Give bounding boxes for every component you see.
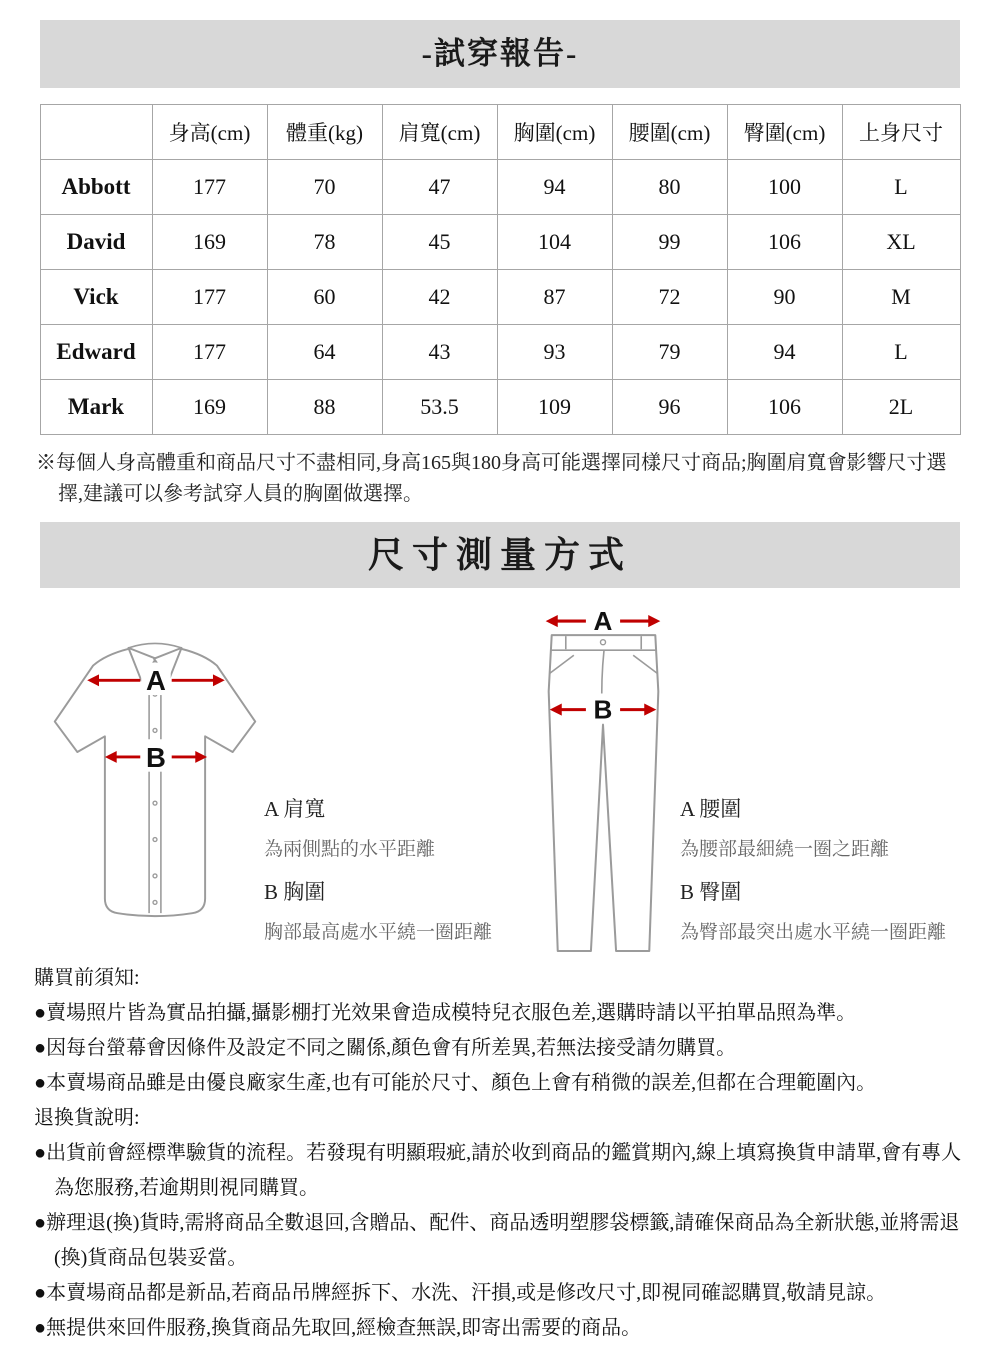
cell-top-size: M xyxy=(842,270,960,325)
shirt-button xyxy=(153,874,157,878)
cell-height: 169 xyxy=(152,380,267,435)
cell-top-size: 2L xyxy=(842,380,960,435)
pants-button xyxy=(600,640,605,645)
table-row xyxy=(40,270,960,325)
shirt-label-b: B xyxy=(146,741,166,773)
shirt-button xyxy=(153,900,157,904)
shirt-button xyxy=(153,838,157,842)
cell-hip: 106 xyxy=(727,380,842,435)
cell-hip: 94 xyxy=(727,325,842,380)
cell-hip: 100 xyxy=(727,160,842,215)
cell-height: 177 xyxy=(152,325,267,380)
table-row xyxy=(40,325,960,380)
measurement-diagram-area xyxy=(0,588,1000,959)
cell-weight: 88 xyxy=(267,380,382,435)
return-policy-item: ●本賣場商品都是新品,若商品吊牌經拆下、水洗、汗損,或是修改尺寸,即視同確認購買,敬請見諒。 xyxy=(34,1282,887,1304)
shirt-label-a: A xyxy=(146,665,166,697)
hip-desc: 為臀部最突出處水平繞一圈距離 xyxy=(680,922,947,943)
model-name: David xyxy=(40,215,152,270)
shirt-neckband xyxy=(128,643,181,647)
cell-waist: 72 xyxy=(612,270,727,325)
cell-top-size: L xyxy=(842,325,960,380)
cell-weight: 78 xyxy=(267,215,382,270)
pants-label-a: A xyxy=(593,609,613,637)
pants-measurement-terms xyxy=(680,796,1000,962)
cell-waist: 96 xyxy=(612,380,727,435)
shirt-button xyxy=(153,801,157,805)
col-header-waist: 腰圍(cm) xyxy=(612,105,727,160)
cell-waist: 79 xyxy=(612,325,727,380)
purchase-notice-item: ●本賣場商品雖是由優良廠家生產,也有可能於尺寸、顏色上會有稍微的誤差,但都在合理範圍內。 xyxy=(34,1072,877,1094)
return-policy-item: ●出貨前會經標準驗貨的流程。若發現有明顯瑕疵,請於收到商品的鑑賞期內,線上填寫換貨申請單,會有專人為您服務,若逾期則視同購買。 xyxy=(34,1142,962,1199)
cell-shoulder: 47 xyxy=(382,160,497,215)
purchase-notice-item: ●賣場照片皆為實品拍攝,攝影棚打光效果會造成模特兒衣服色差,選購時請以平拍單品照為準。 xyxy=(34,1002,857,1024)
cell-weight: 64 xyxy=(267,325,382,380)
shirt-diagram xyxy=(42,635,268,930)
table-row xyxy=(40,215,960,270)
cell-top-size: L xyxy=(842,160,960,215)
hip-term: B 臀圍 xyxy=(680,880,742,904)
cell-weight: 60 xyxy=(267,270,382,325)
shirt-button xyxy=(153,728,157,732)
shoulder-width-term: A 肩寬 xyxy=(264,797,326,821)
purchase-notice-title: 購買前須知: xyxy=(34,967,140,989)
cell-waist: 99 xyxy=(612,215,727,270)
cell-shoulder: 53.5 xyxy=(382,380,497,435)
measurement-title-text: 尺寸測量方式 xyxy=(367,535,632,575)
fitting-report-title xyxy=(40,20,960,88)
cell-shoulder: 42 xyxy=(382,270,497,325)
fitting-table xyxy=(40,104,961,435)
table-header-row xyxy=(40,105,960,160)
model-name: Abbott xyxy=(40,160,152,215)
fitting-note: ※每個人身高體重和商品尺寸不盡相同,身高165與180身高可能選擇同樣尺寸商品;胸圍肩寬會影響尺寸選擇,建議可以參考試穿人員的胸圍做選擇。 xyxy=(36,452,947,505)
purchase-notice-item: ●因每台螢幕會因條件及設定不同之關係,顏色會有所差異,若無法接受請勿購買。 xyxy=(34,1037,737,1059)
cell-chest: 87 xyxy=(497,270,612,325)
shirt-measurement-terms xyxy=(264,796,594,962)
measurement-section-title xyxy=(40,522,960,588)
col-header-empty xyxy=(40,105,152,160)
model-name: Vick xyxy=(40,270,152,325)
cell-height: 169 xyxy=(152,215,267,270)
cell-shoulder: 43 xyxy=(382,325,497,380)
cell-chest: 94 xyxy=(497,160,612,215)
model-name: Edward xyxy=(40,325,152,380)
fitting-report-title-text: -試穿報告- xyxy=(421,36,579,71)
cell-weight: 70 xyxy=(267,160,382,215)
cell-chest: 104 xyxy=(497,215,612,270)
cell-height: 177 xyxy=(152,160,267,215)
cell-top-size: XL xyxy=(842,215,960,270)
cell-shoulder: 45 xyxy=(382,215,497,270)
waist-term: A 腰圍 xyxy=(680,797,742,821)
waist-arrow xyxy=(546,609,661,636)
cell-hip: 106 xyxy=(727,215,842,270)
col-header-shoulder: 肩寬(cm) xyxy=(382,105,497,160)
return-policy-item: ●無提供來回件服務,換貨商品先取回,經檢查無誤,即寄出需要的商品。 xyxy=(34,1317,642,1339)
notices-section xyxy=(34,961,966,1346)
cell-chest: 93 xyxy=(497,325,612,380)
return-policy-item: ●辦理退(換)貨時,需將商品全數退回,含贈品、配件、商品透明塑膠袋標籤,請確保商品為全新狀態,並將需退(換)貨商品包裝妥當。 xyxy=(34,1212,960,1269)
table-row xyxy=(40,380,960,435)
waist-desc: 為腰部最細繞一圈之距離 xyxy=(680,839,890,860)
col-header-height: 身高(cm) xyxy=(152,105,267,160)
cell-chest: 109 xyxy=(497,380,612,435)
shoulder-width-desc: 為兩側點的水平距離 xyxy=(264,839,436,860)
col-header-chest: 胸圍(cm) xyxy=(497,105,612,160)
col-header-weight: 體重(kg) xyxy=(267,105,382,160)
cell-height: 177 xyxy=(152,270,267,325)
cell-hip: 90 xyxy=(727,270,842,325)
cell-waist: 80 xyxy=(612,160,727,215)
col-header-hip: 臀圍(cm) xyxy=(727,105,842,160)
chest-desc: 胸部最高處水平繞一圈距離 xyxy=(264,922,493,943)
return-policy-title: 退換貨說明: xyxy=(34,1107,140,1129)
col-header-top-size: 上身尺寸 xyxy=(842,105,960,160)
table-row xyxy=(40,160,960,215)
pants-label-b: B xyxy=(593,694,613,725)
chest-term: B 胸圍 xyxy=(264,880,326,904)
model-name: Mark xyxy=(40,380,152,435)
